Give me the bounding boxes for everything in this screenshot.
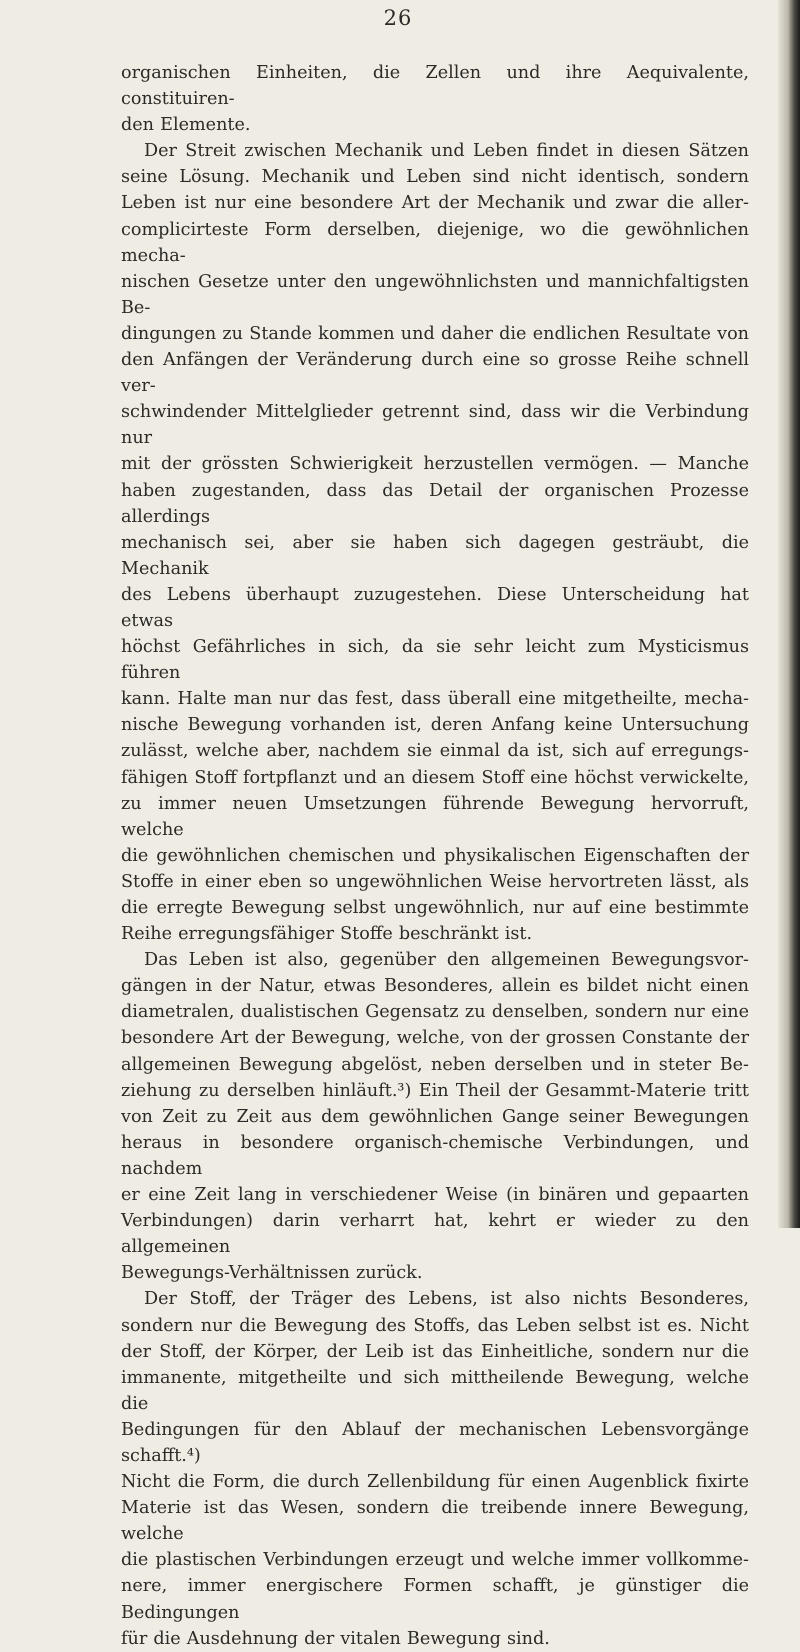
text-line: höchst Gefährliches in sich, da sie sehr leicht zum Mysticismus führen — [121, 637, 749, 684]
text-line: seine Lösung. Mechanik und Leben sind nicht identisch, sondern — [121, 167, 749, 188]
text-line: Nicht die Form, die durch Zellenbildung für einen Augenblick fixirte — [121, 1472, 749, 1493]
text-line: mechanisch sei, aber sie haben sich dagegen gesträubt, die Mechanik — [121, 532, 749, 579]
text-line: haben zugestanden, dass das Detail der organischen Prozesse allerdings — [121, 480, 749, 527]
text-line: die erregte Bewegung selbst ungewöhnlich, nur auf eine bestimmte — [121, 898, 749, 918]
text-line: fähigen Stoff fortpflanzt und an diesem Stoff eine höchst verwickelte, — [121, 767, 749, 788]
text-line: er eine Zeit lang in verschiedener Weise (in binären und gepaarten — [121, 1185, 749, 1206]
text-line: sondern nur die Bewegung des Stoffs, das Leben selbst ist es. Nicht — [121, 1315, 749, 1336]
text-line: von Zeit zu Zeit aus dem gewöhnlichen Gange seiner Bewegungen — [121, 1106, 749, 1127]
text-line: heraus in besondere organisch-chemische Verbindungen, und nachdem — [121, 1132, 749, 1179]
text-line: zulässt, welche aber, nachdem sie einmal da ist, sich auf erregungs- — [121, 741, 749, 762]
text-line: Materie ist das Wesen, sondern die treibende innere Bewegung, welche — [121, 1498, 749, 1545]
text-line: den Elemente. — [121, 115, 251, 136]
text-line: Stoffe in einer eben so ungewöhnlichen Weise hervortreten lässt, als — [121, 871, 749, 892]
text-line: dingungen zu Stande kommen und daher die endlichen Resultate von — [121, 323, 749, 344]
text-line: Der Streit zwischen Mechanik und Leben findet in diesen Sätzen — [144, 141, 749, 162]
text-line: schwindender Mittelglieder getrennt sind, dass wir die Verbindung nur — [121, 402, 749, 449]
body-text — [121, 60, 749, 1652]
text-line: ziehung zu derselben hinläuft.³) Ein Theil der Gesammt-Materie tritt — [121, 1080, 749, 1101]
text-line: zu immer neuen Umsetzungen führende Bewegung hervorruft, welche — [121, 793, 749, 840]
text-line: organischen Einheiten, die Zellen und ihre Aequivalente, constituiren- — [121, 63, 749, 110]
text-line: Reihe erregungsfähiger Stoffe beschränkt ist. — [121, 924, 533, 945]
text-line: der Stoff, der Körper, der Leib ist das Einheitliche, sondern nur die — [121, 1341, 749, 1362]
text-line: Bedingungen für den Ablauf der mechanischen Lebensvorgänge schafft.⁴) — [121, 1419, 749, 1466]
text-line: die plastischen Verbindungen erzeugt und welche immer vollkomme- — [121, 1550, 749, 1571]
text-line: Bewegungs-Verhältnissen zurück. — [121, 1263, 423, 1284]
text-line: des Lebens überhaupt zuzugestehen. Diese Unterscheidung hat etwas — [121, 584, 749, 631]
text-line: allgemeinen Bewegung abgelöst, neben derselben und in steter Be- — [121, 1054, 749, 1075]
text-line: besondere Art der Bewegung, welche, von der grossen Constante der — [121, 1028, 749, 1049]
text-line: den Anfängen der Veränderung durch eine so grosse Reihe schnell ver- — [121, 350, 749, 397]
text-line: die gewöhnlichen chemischen und physikalischen Eigenschaften der — [121, 845, 749, 866]
text-line: Leben ist nur eine besondere Art der Mechanik und zwar die aller- — [121, 193, 749, 214]
text-line: immanente, mitgetheilte und sich mittheilende Bewegung, welche die — [121, 1367, 749, 1414]
text-line: nische Bewegung vorhanden ist, deren Anfang keine Untersuchung — [121, 715, 749, 736]
page-edge-shadow — [778, 0, 800, 1228]
text-line: complicirteste Form derselben, diejenige, wo die gewöhnlichen mecha- — [121, 219, 749, 266]
text-line: diametralen, dualistischen Gegensatz zu denselben, sondern nur eine — [121, 1002, 749, 1023]
text-line: Der Stoff, der Träger des Lebens, ist also nichts Besonderes, — [144, 1289, 749, 1310]
text-line: kann. Halte man nur das fest, dass überall eine mitgetheilte, mecha- — [121, 689, 749, 710]
text-line: nere, immer energischere Formen schafft, je günstiger die Bedingungen — [121, 1576, 749, 1623]
text-line: mit der grössten Schwierigkeit herzustellen vermögen. — Manche — [121, 454, 749, 475]
page-number: 26 — [383, 6, 413, 30]
text-line: nischen Gesetze unter den ungewöhnlichsten und mannichfaltigsten Be- — [121, 271, 749, 318]
text-line: gängen in der Natur, etwas Besonderes, allein es bildet nicht einen — [121, 976, 749, 997]
text-line: Verbindungen) darin verharrt hat, kehrt er wieder zu den allgemeinen — [121, 1211, 749, 1258]
text-line: Das Leben ist also, gegenüber den allgemeinen Bewegungsvor- — [144, 950, 749, 971]
text-line: für die Ausdehnung der vitalen Bewegung sind. — [121, 1628, 550, 1649]
